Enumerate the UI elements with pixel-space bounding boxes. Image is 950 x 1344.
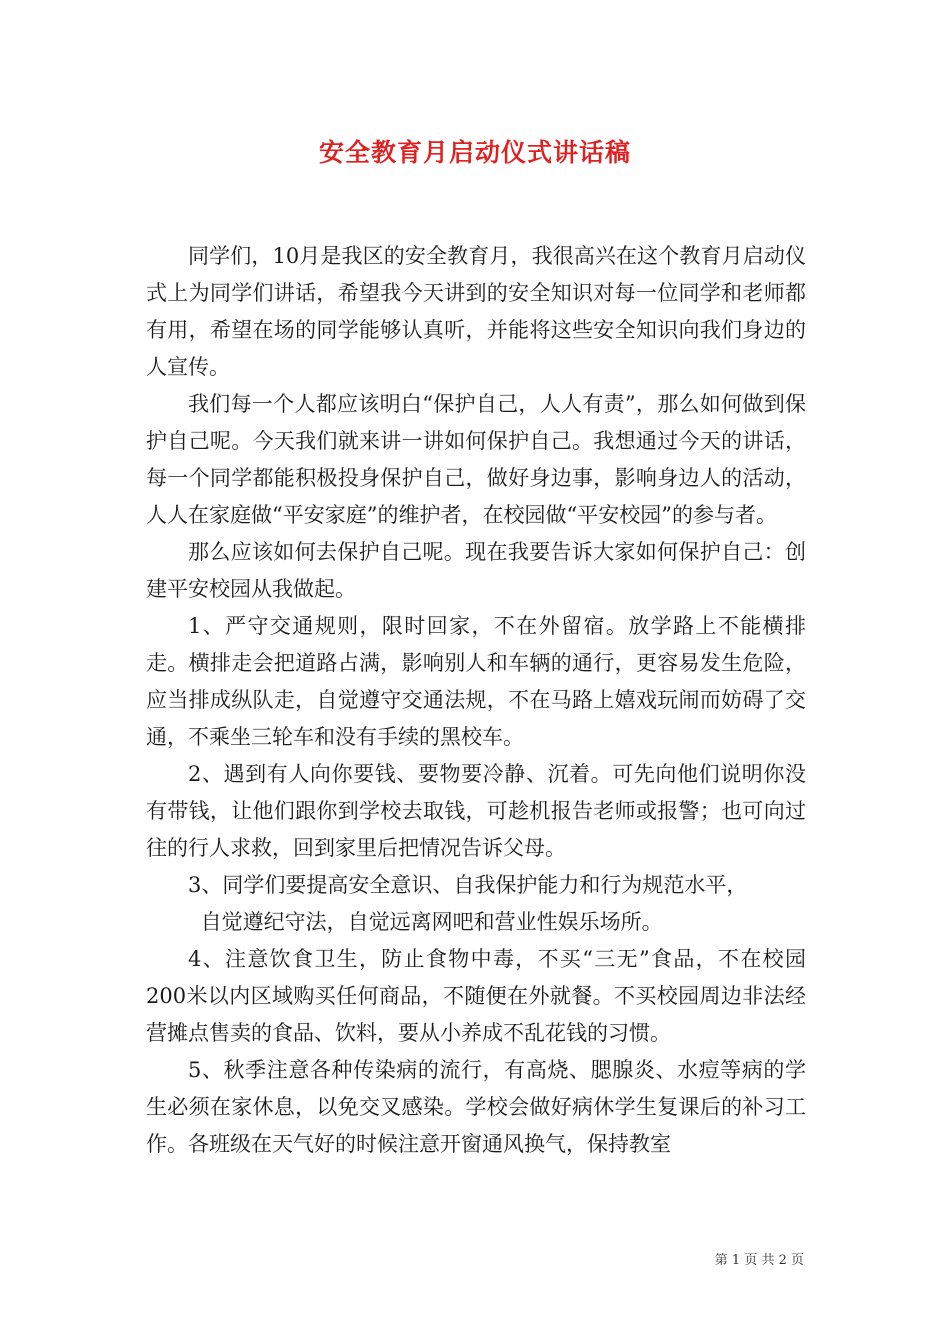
paragraph-item-4: 4、注意饮食卫生，防止食物中毒，不买“三无”食品，不在校园200米以内区域购买任何商品，不随便在外就餐。不买校园周边非法经营摊点售卖的食品、饮料，要从小养成不乱花钱的习惯。 — [146, 947, 806, 1045]
paragraph-intro: 同学们，10月是我区的安全教育月，我很高兴在这个教育月启动仪式上为同学们讲话，希望我今天讲到的安全知识对每一位同学和老师都有用，希望在场的同学能够认真听，并能将这些安全知识向我们身边的人宣传。 — [146, 244, 806, 379]
paragraph-protect-self: 我们每一个人都应该明白“保护自己，人人有责”，那么如何做到保护自己呢。今天我们就来讲一讲如何保护自己。我想通过今天的讲话，每一个同学都能积极投身保护自己，做好身边事，影响身边人的活动，人人在家庭做“平安家庭”的维护者，在校园做“平安校园”的参与者。 — [146, 392, 806, 527]
paragraph-item-1: 1、严守交通规则，限时回家，不在外留宿。放学路上不能横排走。横排走会把道路占满，影响别人和车辆的通行，更容易发生危险，应当排成纵队走，自觉遵守交通法规，不在马路上嬉戏玩闹而妨碍了交通，不乘坐三轮车和没有手续的黑校车。 — [146, 614, 806, 749]
paragraph-item-3-continued: 自觉遵纪守法，自觉远离网吧和营业性娱乐场所。 — [200, 910, 663, 934]
paragraph-item-5: 5、秋季注意各种传染病的流行，有高烧、腮腺炎、水痘等病的学生必须在家休息，以免交叉感染。学校会做好病休学生复课后的补习工作。各班级在天气好的时候注意开窗通风换气，保持教室 — [146, 1058, 806, 1156]
paragraph-how-to: 那么应该如何去保护自己呢。现在我要告诉大家如何保护自己：创建平安校园从我做起。 — [146, 540, 806, 601]
document-title: 安全教育月启动仪式讲话稿 — [318, 138, 631, 167]
page-number: 第 1 页 共 2 页 — [714, 1253, 804, 1268]
paragraph-item-2: 2、遇到有人向你要钱、要物要冷静、沉着。可先向他们说明你没有带钱，让他们跟你到学校去取钱，可趁机报告老师或报警；也可向过往的行人求救，回到家里后把情况告诉父母。 — [146, 762, 806, 860]
document-body — [146, 238, 806, 1163]
paragraph-item-3: 3、同学们要提高安全意识、自我保护能力和行为规范水平， — [188, 873, 748, 897]
